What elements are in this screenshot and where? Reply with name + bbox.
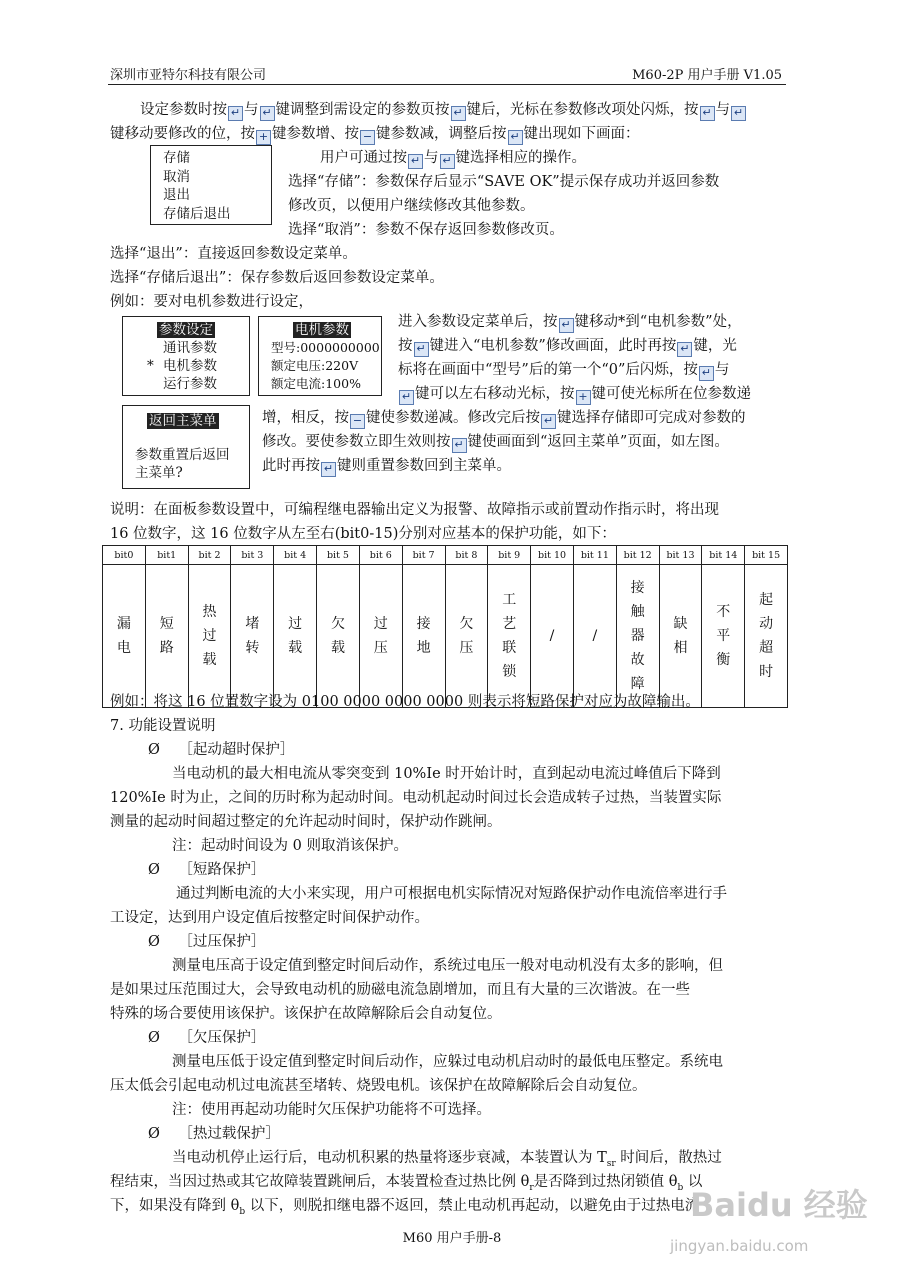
explain-line-2: 16 位数字，这 16 位数字从左至右(bit0-15)分别对应基本的保护功能，如下：	[110, 526, 616, 542]
header-company: 深圳市亚特尔科技有限公司	[110, 68, 267, 83]
bit-function-table	[102, 545, 788, 708]
param-item-run: 运行参数	[163, 376, 217, 392]
bit-function-char: 衡	[716, 652, 731, 668]
bit-function-cell	[616, 565, 659, 708]
param-menu-title: 参数设定	[159, 322, 213, 338]
sec-start-title: Ø ［起动超时保护］	[148, 742, 295, 758]
bit-function-cell	[659, 565, 702, 708]
sec-short-title: Ø ［短路保护］	[148, 862, 266, 878]
select-exit: 选择“退出”：直接返回参数设定菜单。	[110, 246, 357, 262]
menu-desc-1: 用户可通过按 ↵ 与 ↵ 键选择相应的操作。	[320, 150, 586, 167]
bit-function-char: /	[592, 628, 598, 644]
watermark-brand: Baidu 经验	[690, 1186, 868, 1224]
bit-function-cell	[531, 565, 574, 708]
motor-param-title: 电机参数	[295, 322, 349, 338]
bit-header-cell: bit 10	[531, 546, 574, 565]
key-icon: ↵	[677, 342, 692, 357]
bit-function-char: /	[549, 628, 555, 644]
example-desc-7: 此时再按 ↵ 键则重置参数回到主菜单。	[262, 458, 511, 475]
key-icon: ↵	[399, 390, 414, 405]
bit-header-cell: bit 12	[616, 546, 659, 565]
example-desc-5: 增，相反，按 − 键使参数递减。修改完后按 ↵ 键选择存储即可完成对参数的	[262, 410, 746, 427]
sec-under-l1: 测量电压低于设定值到整定时间后动作，应躲过电动机启动时的最低电压整定。系统电	[172, 1054, 723, 1070]
bit-function-char: 欠	[330, 616, 345, 632]
bit-header-cell: bit 9	[488, 546, 531, 565]
bit-function-char: 转	[245, 640, 260, 656]
key-icon: ↵	[731, 106, 746, 121]
bit-header-cell: bit 4	[274, 546, 317, 565]
sec-under-title: Ø ［欠压保护］	[148, 1030, 266, 1046]
header-manual-title: M60-2P 用户手册 V1.05	[632, 68, 782, 83]
bit-function-cell	[573, 565, 616, 708]
bit-function-char: 起	[759, 592, 774, 608]
key-icon: ↵	[408, 154, 423, 169]
bullet-icon: Ø	[148, 1126, 160, 1142]
bit-function-char: 障	[630, 676, 645, 692]
bit-header-cell: bit 13	[659, 546, 702, 565]
key-icon: ↵	[559, 318, 574, 333]
key-icon: ↵	[414, 342, 429, 357]
sec-start-note: 注：起动时间设为 0 则取消该保护。	[172, 838, 408, 854]
motor-voltage: 额定电压:220V	[271, 358, 359, 373]
bit-function-char: 相	[673, 640, 688, 656]
sec-over-l2: 是如果过压范围过大，会导致电动机的励磁电流急剧增加，而且有大量的三次谐波。在一些	[110, 982, 690, 998]
sec-thermal-title: Ø ［热过载保护］	[148, 1126, 280, 1142]
bit-header-cell: bit 15	[745, 546, 788, 565]
bit-function-char: 联	[502, 640, 517, 656]
key-icon: ↵	[700, 106, 715, 121]
minus-key-icon: −	[350, 414, 365, 429]
bit-header-cell: bit 3	[231, 546, 274, 565]
bit-function-char: 缺	[673, 616, 688, 632]
bit-header-cell: bit 8	[445, 546, 488, 565]
sec-thermal-l1: 当电动机停止运行后，电动机积累的热量将逐步衰减，本装置认为 $T_{sr}$ 时间后，散热过	[172, 1150, 722, 1169]
example-intro: 例如：要对电机参数进行设定，	[110, 294, 313, 310]
return-line-1: 参数重置后返回	[135, 447, 230, 463]
bit-function-char: 短	[159, 616, 174, 632]
bit-function-char: 压	[373, 640, 388, 656]
motor-params-screen	[258, 316, 382, 396]
example-desc-3: 标将在画面中“型号”后的第一个“0”后闪烁，按 ↵ 与	[398, 362, 730, 379]
key-icon: ↵	[452, 438, 467, 453]
key-icon: ↵	[260, 106, 275, 121]
menu-desc-2: 选择“存储”：参数保存后显示“SAVE OK”提示保存成功并返回参数	[288, 174, 720, 190]
bit-function-char: 电	[116, 640, 131, 656]
bit-function-char: 路	[159, 640, 174, 656]
save-menu-screen	[150, 145, 272, 225]
bit-function-char: 工	[502, 592, 517, 608]
sec-start-l3: 测量的起动时间超过整定的允许起动时间时，保护动作跳闸。	[110, 814, 502, 830]
key-icon: ↵	[321, 462, 336, 477]
bit-header-cell: bit 14	[702, 546, 745, 565]
sec-thermal-l2: 程结束，当因过热或其它故障装置跳闸后，本装置检查过热比例 $\theta_r$是否降到过热闭锁值 $\theta_b$ 以	[110, 1174, 703, 1193]
key-icon: ↵	[440, 154, 455, 169]
bit-function-cell	[274, 565, 317, 708]
bit-function-char: 过	[373, 616, 388, 632]
sec-start-l1: 当电动机的最大相电流从零突变到 10%Ie 时开始计时，直到起动电流过峰值后下降到	[172, 766, 721, 782]
menu-item-save-exit: 存储后退出	[163, 205, 231, 222]
param-cursor: *	[147, 358, 154, 374]
bit-function-char: 器	[630, 628, 645, 644]
bit-function-char: 超	[759, 640, 774, 656]
watermark-url: jingyan.baidu.com	[670, 1237, 809, 1255]
intro-line-1: 设定参数时按 ↵ 与 ↵ 键调整到需设定的参数页按 ↵ 键后，光标在参数修改项处闪烁，按 ↵ 与 ↵	[140, 98, 747, 123]
sec-short-l2: 工设定，达到用户设定值后按整定时间保护动作。	[110, 910, 429, 926]
motor-model: 型号:0000000000	[271, 340, 380, 355]
sec-over-l1: 测量电压高于设定值到整定时间后动作，系统过电压一般对电动机没有太多的影响，但	[172, 958, 723, 974]
sec-over-l3: 特殊的场合要使用该保护。该保护在故障解除后会自动复位。	[110, 1006, 502, 1022]
bit-header-cell: bit 5	[317, 546, 360, 565]
bit-function-char: 动	[759, 616, 774, 632]
bullet-icon: Ø	[148, 1030, 160, 1046]
motor-current: 额定电流:100%	[271, 376, 361, 391]
bullet-icon: Ø	[148, 862, 160, 878]
bit-header-cell: bit 2	[188, 546, 231, 565]
example-desc-1: 进入参数设定菜单后，按 ↵ 键移动*到“电机参数”处，	[398, 314, 742, 331]
bit-function-char: 过	[288, 616, 303, 632]
header-divider	[108, 84, 786, 85]
section-7-title: 7. 功能设置说明	[110, 718, 216, 734]
plus-key-icon: +	[256, 130, 271, 145]
bit-function-char: 触	[630, 604, 645, 620]
plus-key-icon: +	[576, 390, 591, 405]
bit-function-cell	[745, 565, 788, 708]
bit-function-char: 接	[416, 616, 431, 632]
bit-function-cell	[359, 565, 402, 708]
bit-header-cell: bit 7	[402, 546, 445, 565]
menu-item-save: 存储	[163, 150, 190, 166]
sec-thermal-l3: 下，如果没有降到 $\theta_b$ 以下，则脱扣继电器不返回，禁止电动机再起动，以避免由于过热电流	[110, 1198, 700, 1217]
bit-function-cell	[445, 565, 488, 708]
example-2: 例如：将这 16 位置数字设为 0100 0000 0000 0000 则表示将短路保护对应为故障输出。	[110, 694, 700, 710]
bit-function-char: 堵	[245, 616, 260, 632]
intro-line-2: 键移动要修改的位，按 + 键参数增、按 − 键参数减，调整后按 ↵ 键出现如下画面：	[110, 126, 640, 143]
key-icon: ↵	[508, 130, 523, 145]
param-settings-screen	[122, 316, 250, 396]
sec-start-l2: 120%Ie 时为止，之间的历时称为起动时间。电动机起动时间过长会造成转子过热，当装置实际	[110, 790, 722, 806]
bit-function-char: 艺	[502, 616, 517, 632]
return-main-screen	[122, 405, 250, 489]
page-footer: M60 用户手册-8	[402, 1231, 502, 1246]
bit-function-char: 热	[202, 604, 217, 620]
bit-function-char: 故	[630, 652, 645, 668]
sec-under-l2: 压太低会引起电动机过电流甚至堵转、烧毁电机。该保护在故障解除后会自动复位。	[110, 1078, 647, 1094]
select-save-exit: 选择“存储后退出”：保存参数后返回参数设定菜单。	[110, 270, 444, 286]
bit-function-char: 平	[716, 628, 731, 644]
bit-header-cell: bit 6	[359, 546, 402, 565]
menu-desc-3: 修改页，以便用户继续修改其他参数。	[288, 198, 535, 214]
bit-function-char: 漏	[116, 616, 131, 632]
bit-function-cell	[231, 565, 274, 708]
explain-line-1: 说明：在面板参数设置中，可编程继电器输出定义为报警、故障指示或前置动作指示时，将出现	[110, 502, 719, 518]
param-item-comm: 通讯参数	[163, 340, 217, 356]
bit-header-cell: bit 11	[573, 546, 616, 565]
bit-function-cell	[402, 565, 445, 708]
example-desc-4: ↵ 键可以左右移动光标，按 + 键可使光标所在位参数递	[398, 382, 751, 407]
bit-function-char: 过	[202, 628, 217, 644]
minus-key-icon: −	[360, 130, 375, 145]
bit-function-char: 时	[759, 664, 774, 680]
return-line-2: 主菜单?	[135, 465, 183, 481]
example-desc-2: 按 ↵ 键进入“电机参数”修改画面，此时再按 ↵ 键，光	[398, 338, 737, 355]
sec-under-note: 注：使用再起动功能时欠压保护功能将不可选择。	[172, 1102, 491, 1118]
bit-function-char: 不	[716, 604, 731, 620]
bit-function-cell	[317, 565, 360, 708]
menu-item-cancel: 取消	[163, 168, 190, 185]
sec-short-l1: 通过判断电流的大小来实现，用户可根据电机实际情况对短路保护动作电流倍率进行手	[176, 886, 727, 902]
bit-function-char: 载	[330, 640, 345, 656]
menu-desc-4: 选择“取消”：参数不保存返回参数修改页。	[288, 222, 564, 238]
key-icon: ↵	[228, 106, 243, 121]
bit-header-cell: bit0	[103, 546, 146, 565]
bit-function-cell	[488, 565, 531, 708]
sec-over-title: Ø ［过压保护］	[148, 934, 266, 950]
bit-function-cell	[188, 565, 231, 708]
return-main-title: 返回主菜单	[149, 413, 217, 429]
key-icon: ↵	[451, 106, 466, 121]
bit-function-char: 压	[459, 640, 474, 656]
bit-header-cell: bit1	[145, 546, 188, 565]
bullet-icon: Ø	[148, 934, 160, 950]
bit-function-char: 地	[416, 640, 431, 656]
bit-function-char: 载	[202, 652, 217, 668]
bit-function-char: 载	[288, 640, 303, 656]
key-icon: ↵	[699, 366, 714, 381]
bit-function-cell	[702, 565, 745, 708]
bullet-icon: Ø	[148, 742, 160, 758]
bit-function-char: 锁	[502, 664, 517, 680]
key-icon: ↵	[541, 414, 556, 429]
bit-function-cell	[145, 565, 188, 708]
bit-function-cell	[103, 565, 146, 708]
menu-item-exit: 退出	[163, 187, 190, 203]
bit-function-char: 欠	[459, 616, 474, 632]
bit-function-char: 接	[630, 580, 645, 596]
param-item-motor: 电机参数	[163, 358, 217, 374]
example-desc-6: 修改。要使参数立即生效则按 ↵ 键使画面到“返回主菜单”页面，如左图。	[262, 434, 729, 451]
